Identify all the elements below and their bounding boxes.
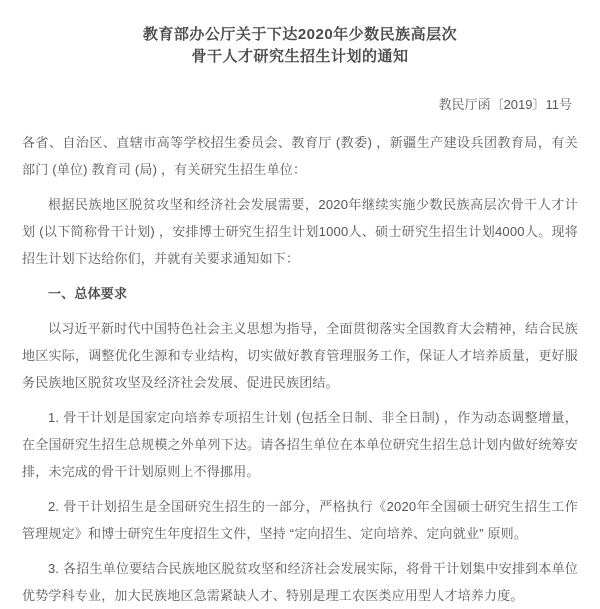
salutation: 各省、自治区、直辖市高等学校招生委员会、教育厅 (教委) ，新疆生产建设兵团教育局，有关部门 (单位) 教育司 (局) ，有关研究生招生单位： (22, 135, 578, 177)
requirement-item-3: 3. 各招生单位要结合民族地区脱贫攻坚和经济社会发展实际，将骨干计划集中安排到本单位优势学科专业，加大民族地区急需紧缺人才、特别是理工农医类应用型人才培养力度。 (22, 561, 578, 603)
document-title (22, 24, 578, 68)
document-number: 教民厅函〔2019〕11号 (438, 97, 572, 112)
section-1-intro-paragraph: 以习近平新时代中国特色社会主义思想为指导，全面贯彻落实全国教育大会精神，结合民族地区实际，调整优化生源和专业结构，切实做好教育管理服务工作，保证人才培养质量，更好服务民族地区脱贫攻坚及经济社会发展、促进民族团结。 (22, 321, 578, 390)
requirement-item-1: 1. 骨干计划是国家定向培养专项招生计划 (包括全日制、非全日制) ，作为动态调整增量，在全国研究生招生总规模之外单列下达。请各招生单位在本单位研究生招生总计划内做好统筹安排，未完成的骨干计划原则上不得挪用。 (22, 410, 578, 479)
document-title-line-1: 教育部办公厅关于下达2020年少数民族高层次 (142, 26, 458, 43)
document-title-line-2: 骨干人才研究生招生计划的通知 (191, 48, 409, 65)
section-1-heading: 一、总体要求 (48, 286, 128, 301)
intro-paragraph: 根据民族地区脱贫攻坚和经济社会发展需要，2020年继续实施少数民族高层次骨干人才计划 (以下简称骨干计划) ，安排博士研究生招生计划1000人、硕士研究生招生计划4000人。现将招生计划下达给你们，并就有关要求通知如下： (22, 197, 578, 266)
requirement-item-2: 2. 骨干计划招生是全国研究生招生的一部分，严格执行《2020年全国硕士研究生招生工作管理规定》和博士研究生年度招生文件，坚持 “定向招生、定向培养、定向就业” 原则。 (22, 499, 578, 541)
